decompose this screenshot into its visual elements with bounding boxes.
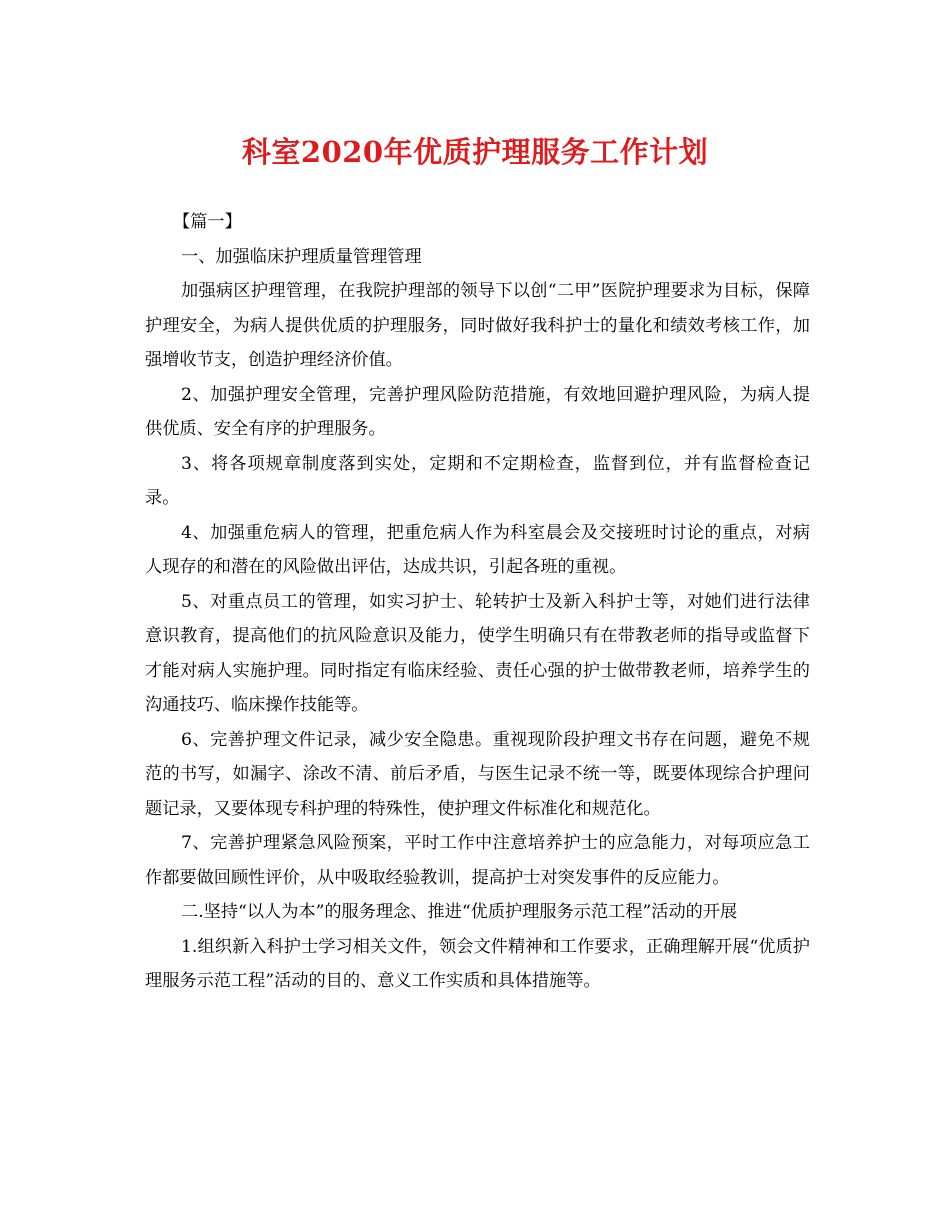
- paragraph: 1.组织新入科护士学习相关文件，领会文件精神和工作要求，正确理解开展“优质护理服务示范工程”活动的目的、意义工作实质和具体措施等。: [145, 936, 810, 991]
- paragraph: 4、加强重危病人的管理，把重危病人作为科室晨会及交接班时讨论的重点，对病人现存的和潜在的风险做出评估，达成共识，引起各班的重视。: [145, 522, 810, 577]
- section-tag: 【篇一】: [173, 212, 242, 232]
- paragraph: 6、完善护理文件记录，减少安全隐患。重视现阶段护理文书存在问题，避免不规范的书写，如漏字、涂改不清、前后矛盾，与医生记录不统一等，既要体现综合护理问题记录，又要体现专科护理的特殊性，使护理文件标准化和规范化。: [145, 729, 810, 819]
- paragraph: 3、将各项规章制度落到实处，定期和不定期检查，监督到位，并有监督检查记录。: [145, 453, 810, 508]
- paragraph: 7、完善护理紧急风险预案，平时工作中注意培养护士的应急能力，对每项应急工作都要做回顾性评价，从中吸取经验教训，提高护士对突发事件的反应能力。: [145, 833, 810, 888]
- section-heading-1: 一、加强临床护理质量管理管理: [181, 246, 422, 267]
- section-heading-2: 二.坚持“以人为本”的服务理念、推进“优质护理服务示范工程”活动的开展: [181, 902, 738, 922]
- paragraph: 加强病区护理管理，在我院护理部的领导下以创“二甲”医院护理要求为目标，保障护理安全，为病人提供优质的护理服务，同时做好我科护士的量化和绩效考核工作，加强增收节支，创造护理经济价值。: [145, 281, 810, 370]
- paragraph: 2、加强护理安全管理，完善护理风险防范措施，有效地回避护理风险，为病人提供优质、安全有序的护理服务。: [145, 384, 810, 439]
- document-body: [145, 205, 810, 999]
- paragraph: 5、对重点员工的管理，如实习护士、轮转护士及新入科护士等，对她们进行法律意识教育，提高他们的抗风险意识及能力，使学生明确只有在带教老师的指导或监督下才能对病人实施护理。同时指定有临床经验、责任心强的护士做带教老师，培养学生的沟通技巧、临床操作技能等。: [145, 591, 810, 715]
- document-title: 科室2020年优质护理服务工作计划: [241, 135, 709, 169]
